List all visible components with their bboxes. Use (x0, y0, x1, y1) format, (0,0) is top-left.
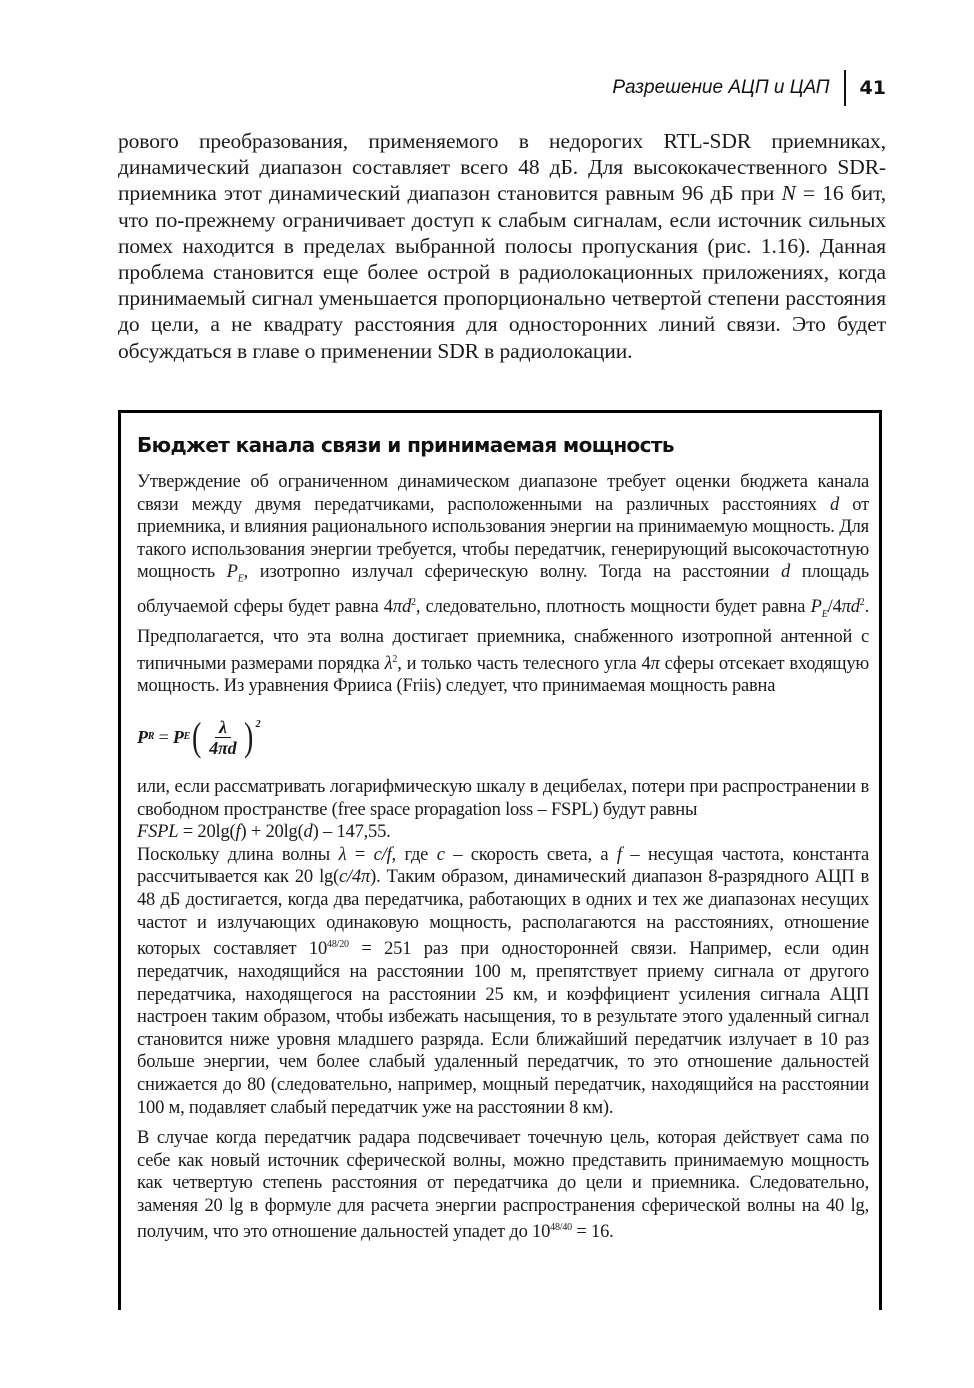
text: площадь облучаемой сферы будет равна 4 (137, 562, 870, 617)
subscript: E (183, 730, 191, 742)
text: – скорость света, а (444, 844, 617, 865)
text: от приемника, и влияния рационального использования энергии на принимаемую мощность. Для такого использования энергии требуется, чтобы передатчик, генерирующий высокочастотную мощность (137, 494, 869, 583)
running-header (612, 70, 886, 106)
box-title: Бюджет канала связи и принимаемая мощность (137, 433, 674, 457)
formula-pr: P (137, 726, 148, 747)
friis-formula (137, 712, 869, 762)
text: = 20lg( (178, 822, 236, 843)
superscript: 2 (411, 596, 416, 608)
var-c4pi: c/4π (339, 867, 371, 888)
text: В случае когда передатчик радара подсвечивает точечную цель, которая действует сама по себе как новый источник сферической волны, можно представить принимаемую мощность как четвертую степень расстояния от передатчика до цели и приемника. Следовательно, заменяя 20 lg в формуле для расчета энергии распространения сферической волны на 40 lg, получим, что это отношение дальностей упадет до 10 (137, 1128, 869, 1243)
fspl-label: FSPL (137, 822, 179, 843)
text: /4 (827, 596, 842, 617)
var-p: P (226, 562, 238, 583)
var-lambda: λ (384, 653, 393, 674)
superscript: 2 (859, 596, 865, 608)
var-pid: πd (392, 596, 411, 617)
text: ). Таким образом, динамический диапазон 8-разрядного АЦП в 48 дБ достигается, когда два передатчика, работающих в одних и тех же диапазонах несущих частот и излучающих одинаковую мощность, располагаются на расстояниях, отношение которых составляет 10 (137, 867, 869, 960)
text: ) – 147,55. (312, 822, 391, 843)
text: , изотропно излучал сферическую волну. Тогда на расстоянии (243, 562, 781, 583)
var-c: c (436, 844, 445, 865)
var-d: d (303, 822, 313, 843)
paren-left: ( (192, 714, 202, 760)
text: , где (391, 844, 437, 865)
var-cf: c/f (373, 844, 392, 865)
var-d: d (830, 494, 840, 515)
superscript: 48/20 (327, 939, 349, 951)
var-n: N (781, 181, 796, 206)
intro-paragraph (118, 128, 886, 364)
text: ) + 20lg( (240, 822, 304, 843)
text: – несущая частота, константа рассчитывается как 20 lg( (137, 844, 869, 888)
superscript: 2 (392, 653, 398, 665)
var-pi: π (650, 653, 660, 674)
subscript: E (821, 608, 828, 620)
superscript: 48/40 (550, 1222, 572, 1234)
var-d: d (780, 562, 791, 583)
text: , следовательно, плотность мощности будет равна (415, 596, 811, 617)
fspl-formula (137, 821, 869, 844)
text: сферы отсекает входящую мощность. Из уравнения Фрииса (Friis) следует, что принимаемая мощность равна (137, 653, 869, 697)
var-p: P (810, 596, 822, 617)
header-divider (844, 70, 846, 106)
equals: = (154, 726, 173, 747)
exponent: 2 (255, 719, 261, 731)
text: Поскольку длина волны (137, 844, 339, 865)
sidebar-box (118, 410, 882, 1310)
paren-right: ) (244, 714, 254, 760)
text: Утверждение об ограниченном динамическом диапазоне требует оценки бюджета канала связи между двумя передатчиками, расположенными на различных расстояниях (137, 472, 869, 515)
formula-pe: P (172, 726, 184, 747)
intro-text: рового преобразования, применяемого в недорогих RTL-SDR приемниках, динамический диапазон составляет всего 48 дБ. Для высококачественного SDR-приемника этот динамический диапазон становится равным 96 дБ при (118, 129, 886, 206)
box-paragraph-4 (137, 1127, 869, 1244)
box-body (137, 471, 869, 1244)
box-paragraph-3 (137, 844, 869, 1119)
var-lambda: λ (338, 844, 347, 865)
running-title: Разрешение АЦП и ЦАП (612, 77, 830, 98)
subscript: E (237, 574, 244, 586)
numerator: λ (215, 717, 231, 738)
var-pid: πd (841, 596, 860, 617)
text: , и только часть телесного угла 4 (397, 653, 651, 674)
text: . Предполагается, что эта волна достигает приемника, снабженного изотропной антенной с типичными размерами порядка (137, 596, 869, 674)
fraction (205, 717, 240, 758)
var-f: f (616, 844, 622, 865)
text: = 251 раз при односторонней связи. Например, если один передатчик, находящийся на расстоянии 100 м, препятствует приему сигнала от другого передатчика, находящегося на расстоянии 25 км, и коэффициент усиления сигнала АЦП настроен таким образом, чтобы избежать насыщения, то в результате этого удаленный сигнал становится ниже уровня младшего разряда. Если ближайший передатчик излучает в 10 раз больше энергии, чем более слабый удаленный передатчик, то это отношение дальностей снижается до 80 (следовательно, например, мощный передатчик, находящийся на расстоянии 100 м, подавляет слабый передатчик уже на расстоянии 8 км). (137, 939, 870, 1118)
denominator: 4πd (209, 737, 237, 758)
box-paragraph-2: или, если рассматривать логарифмическую шкалу в децибелах, потери при распространении в свободном пространстве (free space propagation loss – FSPL) будут равны (137, 777, 869, 820)
subscript: R (147, 730, 155, 742)
box-paragraph-1 (137, 471, 869, 698)
text: = (346, 844, 374, 865)
page-number: 41 (859, 77, 886, 99)
text: = 16. (571, 1222, 614, 1243)
intro-text: = 16 бит, что по-прежнему ограничивает доступ к слабым сигналам, если источник сильных помех находится в пределах выбранной полосы пропускания (рис. 1.16). Данная проблема становится еще более острой в радиолокационных приложениях, когда принимаемый сигнал уменьшается пропорционально четвертой степени расстояния до цели, а не квадрату расстояния для односторонних линий связи. Это будет обсуждаться в главе о применении SDR в радиолокации. (118, 181, 886, 363)
var-f: f (235, 822, 241, 843)
